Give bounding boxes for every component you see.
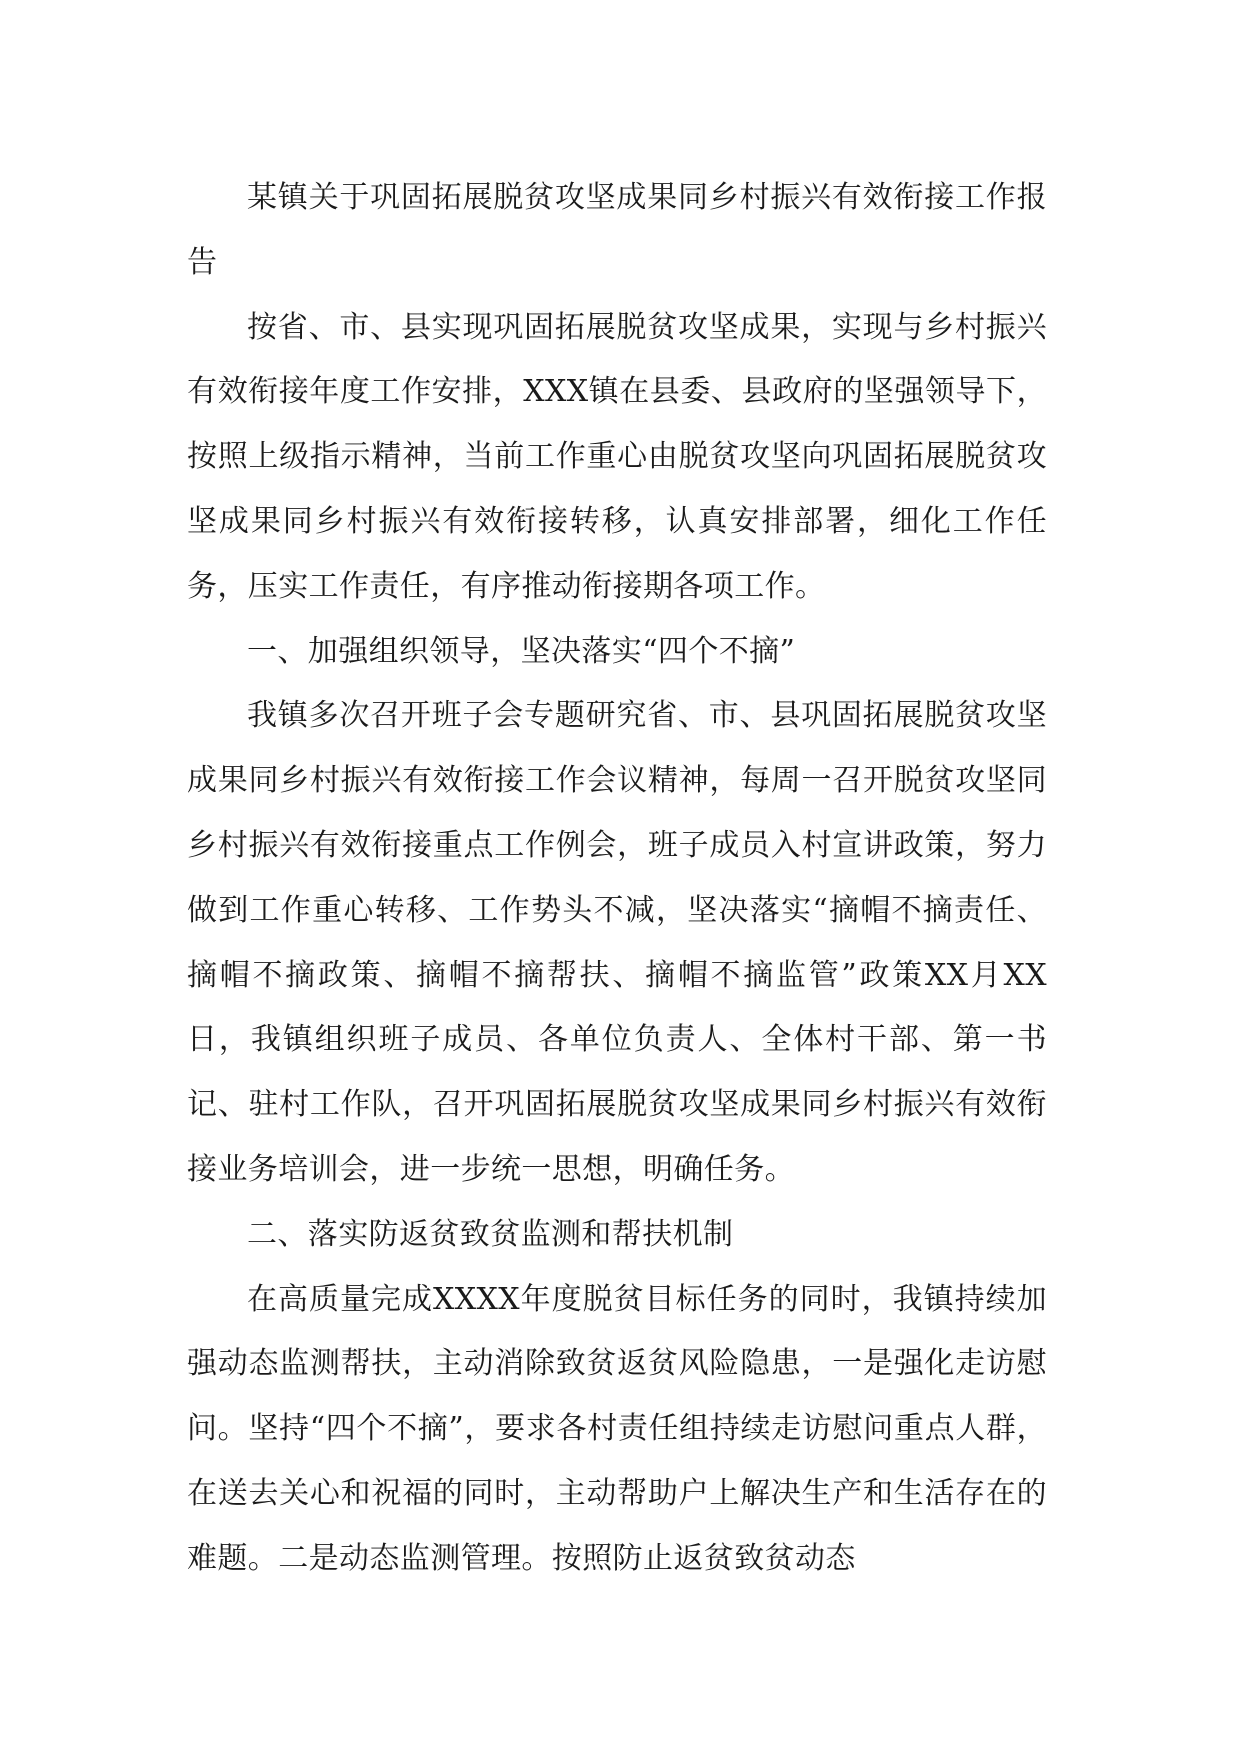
paragraph-intro: 按省、市、县实现巩固拓展脱贫攻坚成果，实现与乡村振兴有效衔接年度工作安排，XXX镇在县委、县政府的坚强领导下，按照上级指示精神，当前工作重心由脱贫攻坚向巩固拓展脱贫攻坚成果同乡村振兴有效衔接转移，认真安排部署，细化工作任务，压实工作责任，有序推动衔接期各项工作。 [187,309,1047,604]
document-body [187,166,1047,1592]
paragraph-section-2: 在高质量完成XXXX年度脱贫目标任务的同时，我镇持续加强动态监测帮扶，主动消除致贫返贫风险隐患，一是强化走访慰问。坚持“四个不摘”，要求各村责任组持续走访慰问重点人群，在送去关心和祝福的同时，主动帮助户上解决生产和生活存在的难题。二是动态监测管理。按照防止返贫致贫动态 [187,1281,1047,1576]
document-title: 某镇关于巩固拓展脱贫攻坚成果同乡村振兴有效衔接工作报告 [187,180,1047,280]
paragraph-section-1: 我镇多次召开班子会专题研究省、市、县巩固拓展脱贫攻坚成果同乡村振兴有效衔接工作会议精神，每周一召开脱贫攻坚同乡村振兴有效衔接重点工作例会，班子成员入村宣讲政策，努力做到工作重心转移、工作势头不减，坚决落实“摘帽不摘责任、摘帽不摘政策、摘帽不摘帮扶、摘帽不摘监管”政策XX月XX日，我镇组织班子成员、各单位负责人、全体村干部、第一书记、驻村工作队，召开巩固拓展脱贫攻坚成果同乡村振兴有效衔接业务培训会，进一步统一思想，明确任务。 [187,698,1047,1187]
section-heading-2: 二、落实防返贫致贫监测和帮扶机制 [247,1216,734,1252]
section-heading-1: 一、加强组织领导，坚决落实“四个不摘” [247,633,796,669]
